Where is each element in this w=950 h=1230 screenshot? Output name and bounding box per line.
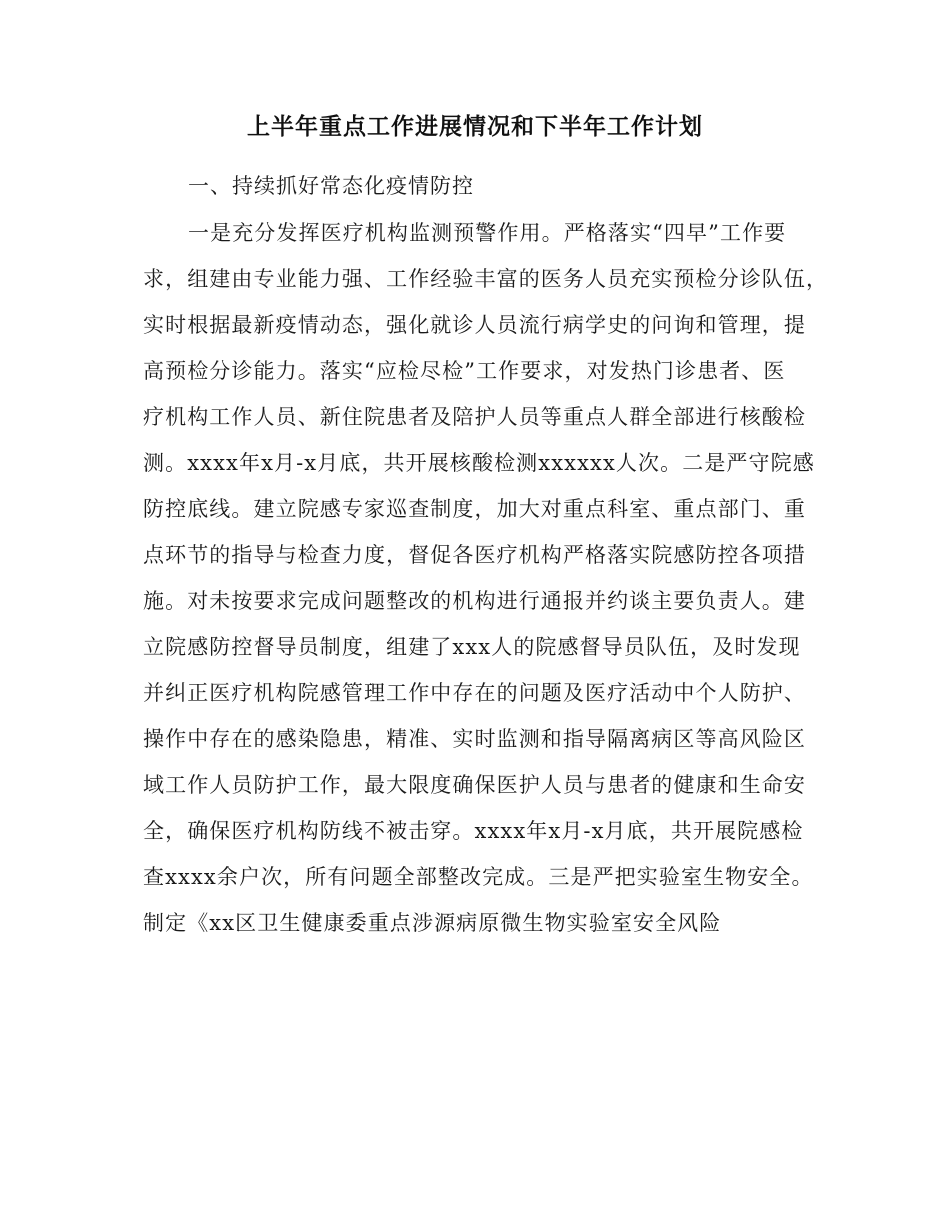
paragraph-line: 操作中存在的感染隐患，精准、实时监测和指导隔离病区等高风险区 — [143, 727, 806, 751]
body-text — [143, 215, 829, 951]
document-title: 上半年重点工作进展情况和下半年工作计划 — [247, 113, 703, 140]
paragraph-line: 点环节的指导与检查力度，督促各医疗机构严格落实院感防控各项措 — [143, 543, 806, 567]
paragraph-line: 求，组建由专业能力强、工作经验丰富的医务人员充实预检分诊队伍， — [143, 267, 829, 291]
paragraph-line: 域工作人员防护工作，最大限度确保医护人员与患者的健康和生命安 — [143, 773, 806, 797]
paragraph-line: 测。xxxx年x月-x月底，共开展核酸检测xxxxxx人次。二是严守院感 — [143, 451, 815, 475]
paragraph-line: 并纠正医疗机构院感管理工作中存在的问题及医疗活动中个人防护、 — [143, 681, 806, 705]
paragraph-line: 一是充分发挥医疗机构监测预警作用。严格落实“四早”工作要 — [188, 221, 787, 245]
paragraph-line: 防控底线。建立院感专家巡查制度，加大对重点科室、重点部门、重 — [143, 497, 806, 521]
paragraph-line: 高预检分诊能力。落实“应检尽检”工作要求，对发热门诊患者、医 — [143, 359, 786, 383]
section-heading: 一、持续抓好常态化疫情防控 — [188, 174, 474, 198]
paragraph-line: 实时根据最新疫情动态，强化就诊人员流行病学史的问询和管理，提 — [143, 313, 806, 337]
paragraph-line: 立院感防控督导员制度，组建了xxx人的院感督导员队伍，及时发现 — [143, 635, 801, 659]
paragraph-line: 全，确保医疗机构防线不被击穿。xxxx年x月-x月底，共开展院感检 — [143, 819, 804, 843]
paragraph-line: 疗机构工作人员、新住院患者及陪护人员等重点人群全部进行核酸检 — [143, 405, 806, 429]
paragraph-line: 施。对未按要求完成问题整改的机构进行通报并约谈主要负责人。建 — [143, 589, 806, 613]
paragraph-line: 制定《xx区卫生健康委重点涉源病原微生物实验室安全风险 — [143, 911, 722, 935]
paragraph-line: 查xxxx余户次，所有问题全部整改完成。三是严把实验室生物安全。 — [143, 865, 814, 889]
